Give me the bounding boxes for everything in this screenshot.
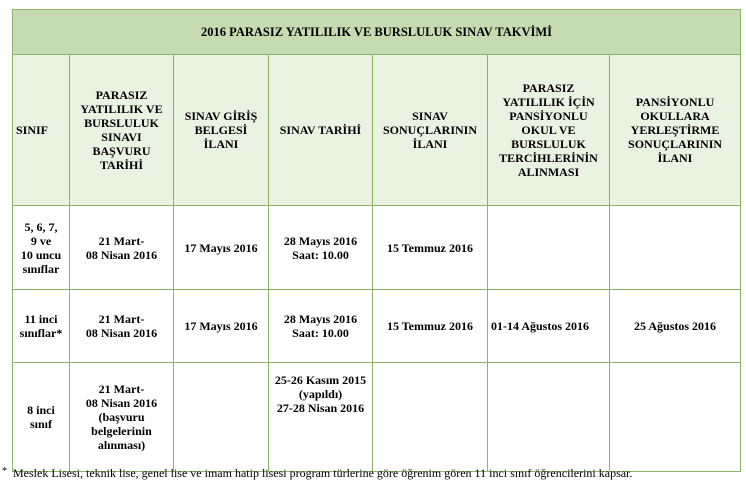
- cell-yerlestirme: [610, 363, 741, 472]
- cell-giris: [174, 363, 269, 472]
- header-yerlestirme-line: OKULLARA: [640, 109, 710, 123]
- cell-line: (başvuru: [98, 410, 145, 424]
- cell-line: 27-28 Nisan 2016: [276, 401, 365, 415]
- cell-basvuru: [70, 206, 174, 290]
- header-basvuru-line: TARİHİ: [99, 158, 144, 172]
- cell-sinif: [13, 363, 70, 472]
- header-sinif: SINIF: [13, 55, 70, 206]
- header-sonuc-line: İLANI: [412, 137, 448, 151]
- cell-line: 28 Mayıs 2016: [283, 233, 358, 248]
- header-tercih-line: OKUL VE: [521, 123, 576, 137]
- header-yerlestirme-line: SONUÇLARININ: [628, 137, 723, 151]
- header-tercih: [488, 55, 610, 206]
- cell-line: Saat: 10.00: [292, 247, 349, 262]
- header-giris: [174, 55, 269, 206]
- cell-tarih: [269, 290, 373, 363]
- table-row: [13, 290, 741, 363]
- cell-giris: 17 Mayıs 2016: [174, 290, 269, 363]
- cell-line: sınıflar: [22, 261, 60, 276]
- header-yerlestirme-line: YERLEŞTİRME: [630, 123, 720, 137]
- cell-tercih: [488, 363, 610, 472]
- header-tercih-line: PANSİYONLU: [509, 109, 588, 123]
- header-tercih-line: ALINMASI: [517, 165, 580, 179]
- cell-line: belgelerinin: [91, 424, 152, 438]
- header-yerlestirme-line: İLANI: [657, 151, 693, 165]
- cell-tarih: [269, 363, 373, 472]
- header-basvuru-line: BAŞVURU: [92, 144, 151, 158]
- cell-sonuc: [373, 363, 488, 472]
- cell-sonuc: 15 Temmuz 2016: [373, 206, 488, 290]
- header-yerlestirme-line: PANSİYONLU: [635, 95, 715, 109]
- cell-line: 11 inci: [24, 312, 58, 326]
- header-giris-line: İLANI: [203, 137, 239, 151]
- cell-line: Saat: 10.00: [292, 326, 349, 340]
- cell-line: 21 Mart-: [98, 233, 145, 248]
- table-row: [13, 206, 741, 290]
- footnote: [2, 466, 632, 481]
- cell-line: alınması): [97, 438, 146, 452]
- cell-line: 28 Mayıs 2016: [283, 312, 358, 326]
- cell-line: 10 uncu: [20, 247, 62, 262]
- header-yerlestirme: [610, 55, 741, 206]
- title-row: [13, 10, 741, 55]
- cell-line: 5, 6, 7,: [24, 219, 58, 234]
- cell-line: 08 Nisan 2016: [85, 396, 158, 410]
- cell-tarih: [269, 206, 373, 290]
- header-sonuc: [373, 55, 488, 206]
- cell-yerlestirme: [610, 206, 741, 290]
- cell-sinif: [13, 290, 70, 363]
- cell-line: 08 Nisan 2016: [85, 326, 158, 340]
- cell-line: 25-26 Kasım 2015: [274, 373, 367, 387]
- header-basvuru-line: PARASIZ: [95, 88, 148, 102]
- header-sonuc-line: SINAV: [412, 109, 448, 123]
- header-giris-line: BELGESİ: [194, 123, 248, 137]
- cell-line: sınıflar*: [19, 326, 63, 340]
- header-basvuru-line: BURSLULUK: [84, 116, 159, 130]
- cell-line: sınıf: [29, 417, 52, 431]
- header-tercih-line: YATILILIK İÇİN: [502, 95, 595, 109]
- cell-sinif: [13, 206, 70, 290]
- cell-yerlestirme: 25 Ağustos 2016: [610, 290, 741, 363]
- exam-calendar-table: [12, 9, 741, 472]
- cell-line: 21 Mart-: [98, 312, 145, 326]
- cell-line: 9 ve: [30, 233, 52, 248]
- header-basvuru-line: SINAVI: [101, 130, 142, 144]
- cell-basvuru: [70, 363, 174, 472]
- cell-basvuru: [70, 290, 174, 363]
- header-tercih-line: BURSLULUK: [511, 137, 586, 151]
- header-basvuru: [70, 55, 174, 206]
- header-row: [13, 55, 741, 206]
- cell-line: 21 Mart-: [98, 382, 145, 396]
- cell-giris: 17 Mayıs 2016: [174, 206, 269, 290]
- cell-tercih: 01-14 Ağustos 2016: [488, 290, 610, 363]
- header-tarih: SINAV TARİHİ: [269, 55, 373, 206]
- header-sonuc-line: SONUÇLARININ: [382, 123, 477, 137]
- cell-line: (yapıldı): [298, 387, 343, 401]
- cell-tercih: [488, 206, 610, 290]
- header-giris-line: SINAV GİRİŞ: [184, 109, 258, 123]
- table-row: [13, 363, 741, 472]
- table-title: 2016 PARASIZ YATILILIK VE BURSLULUK SINAV TAKVİMİ: [13, 10, 741, 55]
- header-tercih-line: TERCİHLERİNİN: [499, 151, 598, 165]
- cell-line: 8 inci: [27, 403, 55, 417]
- footnote-text: Meslek Lisesi, teknik lise, genel lise ve imam hatip lisesi program türlerine göre öğrenim gören 11 inci sınıf öğrencilerini kapsar.: [13, 466, 633, 480]
- footnote-mark: *: [2, 466, 7, 477]
- header-basvuru-line: YATILILIK VE: [80, 102, 163, 116]
- cell-line: 08 Nisan 2016: [85, 247, 158, 262]
- cell-sonuc: 15 Temmuz 2016: [373, 290, 488, 363]
- header-tercih-line: PARASIZ: [522, 81, 575, 95]
